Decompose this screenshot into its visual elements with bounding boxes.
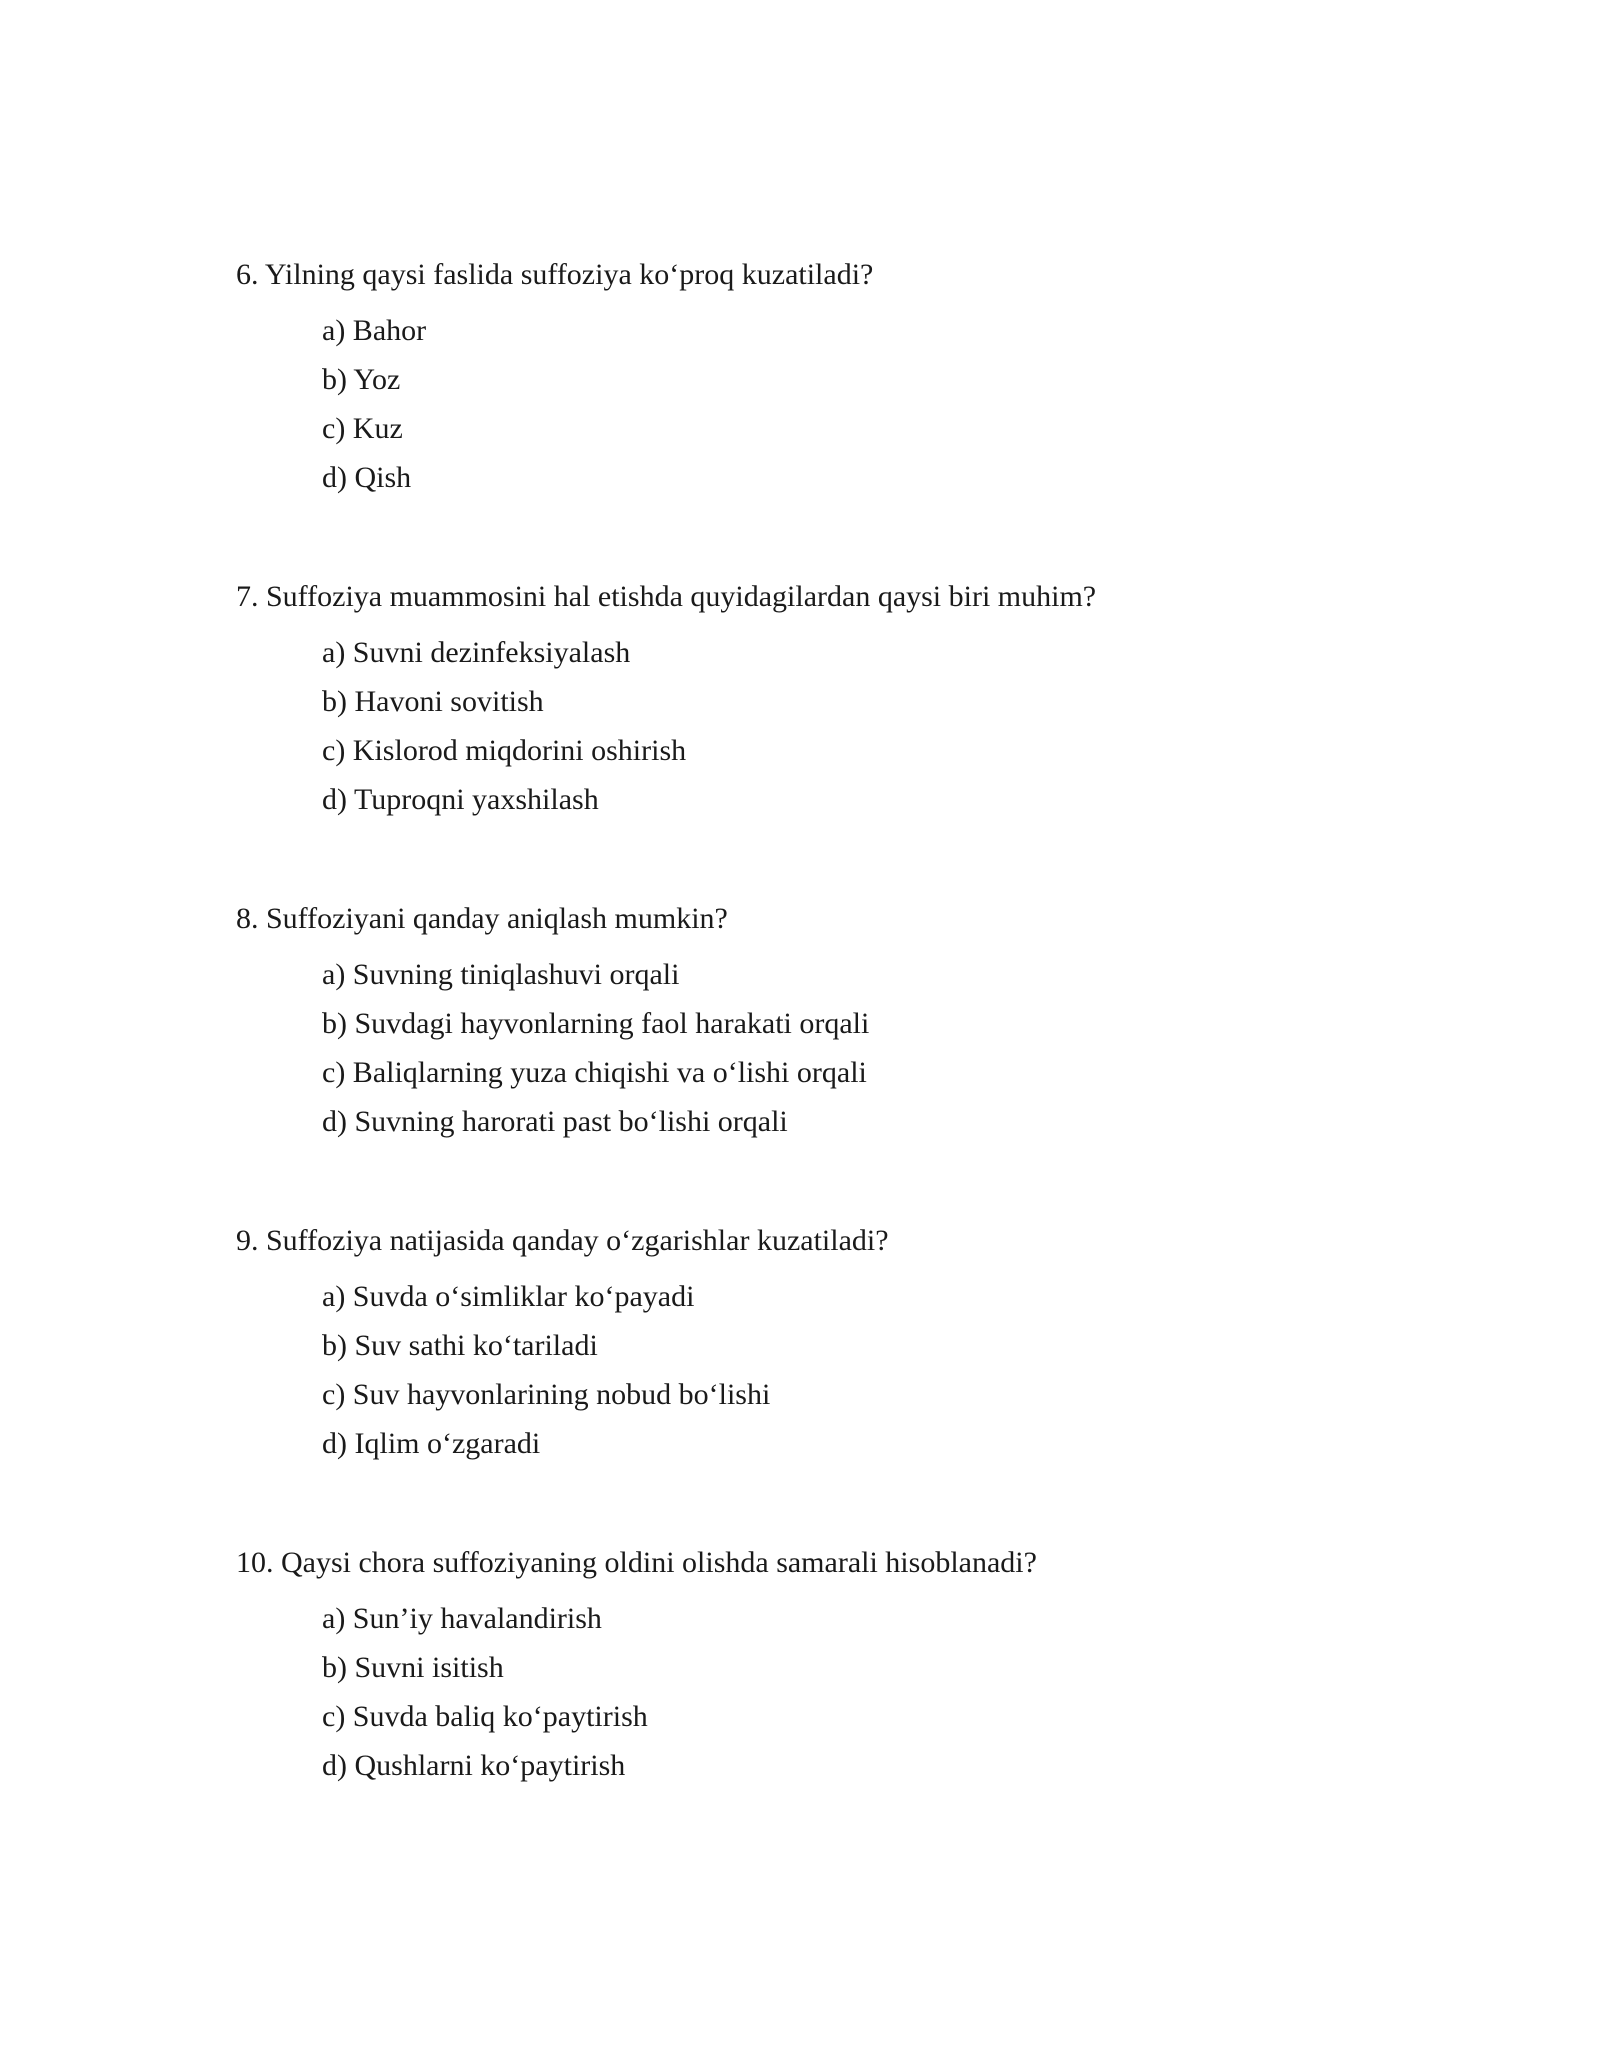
- question-text: 8. Suffoziyani qanday aniqlash mumkin?: [236, 902, 728, 935]
- option-c: c) Baliqlarning yuza chiqishi va o‘lishi orqali: [322, 1056, 867, 1089]
- question-text: 9. Suffoziya natijasida qanday o‘zgarishlar kuzatiladi?: [236, 1224, 889, 1257]
- option-d: d) Qish: [322, 461, 412, 494]
- question-text: 10. Qaysi chora suffoziyaning oldini olishda samarali hisoblanadi?: [236, 1546, 1037, 1579]
- option-a: a) Suvni dezinfeksiyalash: [322, 636, 631, 669]
- option-b: b) Suvdagi hayvonlarning faol harakati orqali: [322, 1007, 870, 1040]
- option-b: b) Suv sathi ko‘tariladi: [322, 1329, 598, 1362]
- option-b: b) Havoni sovitish: [322, 685, 544, 718]
- option-c: c) Kislorod miqdorini oshirish: [322, 734, 687, 767]
- option-a: a) Sun’iy havalandirish: [322, 1602, 602, 1635]
- option-d: d) Iqlim o‘zgaradi: [322, 1427, 541, 1460]
- option-d: d) Suvning harorati past bo‘lishi orqali: [322, 1105, 788, 1138]
- option-c: c) Suvda baliq ko‘paytirish: [322, 1700, 648, 1733]
- question-text: 6. Yilning qaysi faslida suffoziya ko‘proq kuzatiladi?: [236, 258, 874, 291]
- option-a: a) Suvda o‘simliklar ko‘payadi: [322, 1280, 695, 1313]
- option-b: b) Yoz: [322, 363, 401, 396]
- option-a: a) Bahor: [322, 314, 427, 347]
- option-b: b) Suvni isitish: [322, 1651, 504, 1684]
- option-d: d) Qushlarni ko‘paytirish: [322, 1749, 626, 1782]
- option-c: c) Kuz: [322, 412, 403, 445]
- option-c: c) Suv hayvonlarining nobud bo‘lishi: [322, 1378, 771, 1411]
- question-text: 7. Suffoziya muammosini hal etishda quyidagilardan qaysi biri muhim?: [236, 580, 1097, 613]
- option-a: a) Suvning tiniqlashuvi orqali: [322, 958, 680, 991]
- option-d: d) Tuproqni yaxshilash: [322, 783, 599, 816]
